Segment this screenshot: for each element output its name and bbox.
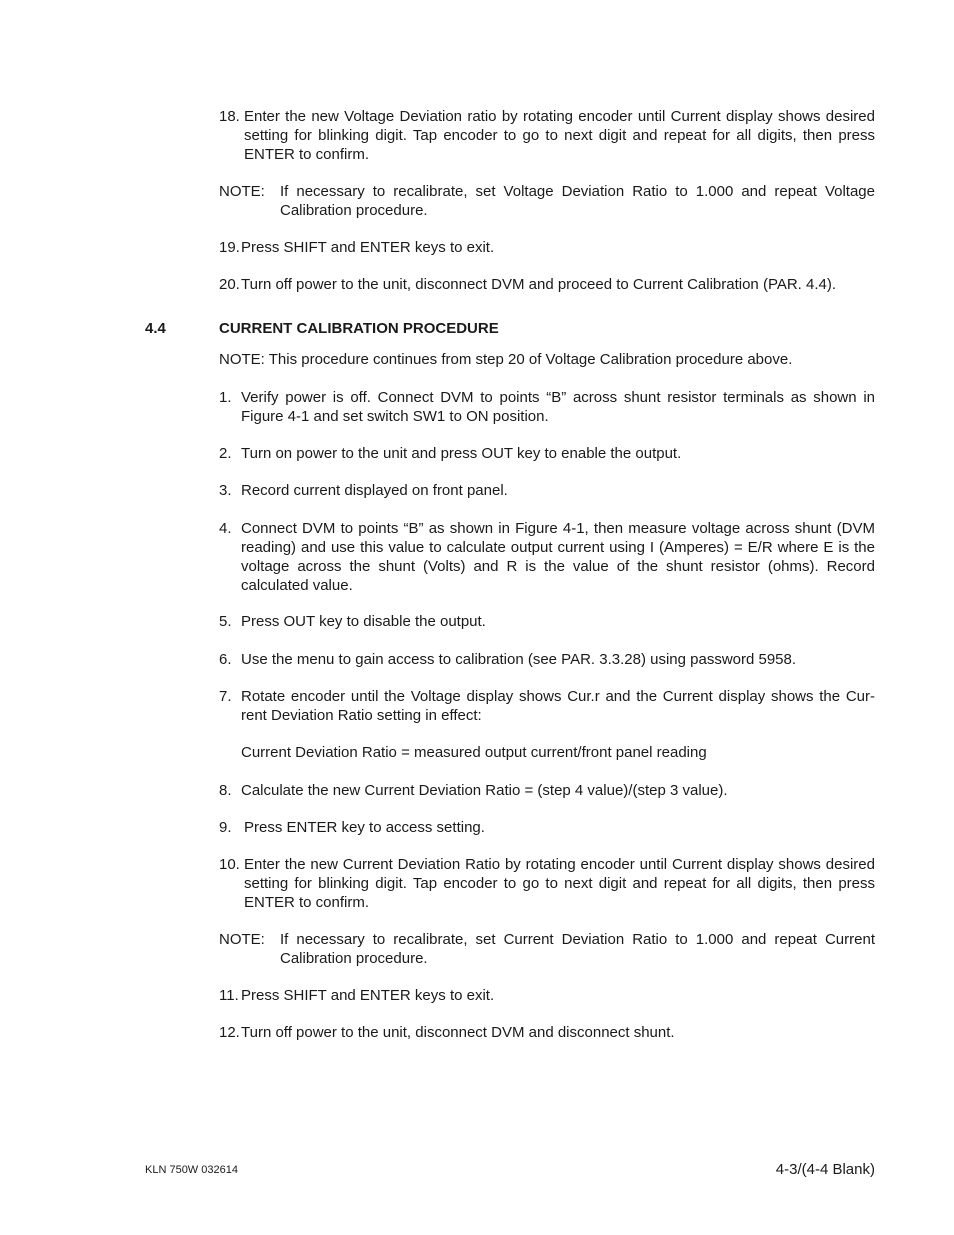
step-2 xyxy=(219,444,875,463)
step-text: Connect DVM to points “B” as shown in Figure 4-1, then measure voltage across shunt (DVM reading) and use this value to calculate output current using I (Amperes) = E/R where E is the voltage across the shunt (Volts) and R is the value of the shunt resistor (ohms). Record calculated value. xyxy=(241,520,875,594)
step-text: Verify power is off. Connect DVM to points “B” across shunt resistor terminals as shown in Figure 4-1 and set switch SW1 to ON position. xyxy=(241,389,875,425)
step-9 xyxy=(219,818,875,837)
step-text: Record current displayed on front panel. xyxy=(241,482,508,499)
step-number: 6. xyxy=(219,651,232,668)
step-text: Turn off power to the unit, disconnect DVM and proceed to Current Calibration (PAR. 4.4). xyxy=(241,276,837,293)
note-voltage-recalibrate xyxy=(219,182,875,220)
step-number: 2. xyxy=(219,445,232,462)
step-18 xyxy=(219,107,875,164)
step-6 xyxy=(219,650,875,669)
step-number: 8. xyxy=(219,782,232,799)
step-number: 18. xyxy=(219,108,240,125)
step-text: Press ENTER key to access setting. xyxy=(244,819,485,836)
step-4 xyxy=(219,519,875,595)
note-label: NOTE: xyxy=(219,931,265,948)
step-text: Enter the new Current Deviation Ratio by rotating encoder until Current display shows desired setting for blinking digit. Tap encoder to go to next digit and repeat for all digits, then press ENTER to confirm. xyxy=(244,856,875,911)
step-7 xyxy=(219,687,875,762)
section-title: CURRENT CALIBRATION PROCEDURE xyxy=(219,320,499,337)
step-text: Enter the new Voltage Deviation ratio by rotating encoder until Current display shows desired setting for blinking digit. Tap encoder to go to next digit and repeat for all digits, then press ENTER to confirm. xyxy=(244,108,875,163)
footer-page-number: 4-3/(4-4 Blank) xyxy=(775,1161,875,1178)
note-text: If necessary to recalibrate, set Current Deviation Ratio to 1.000 and repeat Current Calibration procedure. xyxy=(280,931,875,967)
step-text: Use the menu to gain access to calibration (see PAR. 3.3.28) using password 5958. xyxy=(241,651,797,668)
step-19 xyxy=(219,238,875,257)
step-number: 3. xyxy=(219,482,232,499)
step-text: Calculate the new Current Deviation Ratio = (step 4 value)/(step 3 value). xyxy=(241,782,728,799)
step-number: 19. xyxy=(219,239,240,256)
step-number: 10. xyxy=(219,856,240,873)
note-text: If necessary to recalibrate, set Voltage Deviation Ratio to 1.000 and repeat Voltage Calibration procedure. xyxy=(280,183,875,219)
step-1 xyxy=(219,388,875,426)
step-text: Press SHIFT and ENTER keys to exit. xyxy=(241,987,495,1004)
step-number: 11. xyxy=(219,987,239,1004)
step-number: 4. xyxy=(219,520,232,537)
footer-doc-id: KLN 750W 032614 xyxy=(145,1164,238,1176)
step-text: Turn on power to the unit and press OUT key to enable the output. xyxy=(241,445,682,462)
step-text: Press OUT key to disable the output. xyxy=(241,613,486,630)
step-5 xyxy=(219,612,875,631)
step-12 xyxy=(219,1023,875,1042)
step-10 xyxy=(219,855,875,912)
section-number: 4.4 xyxy=(145,320,166,337)
step-20 xyxy=(219,275,875,294)
step-3 xyxy=(219,481,875,500)
section-intro-note: NOTE: This procedure continues from step 20 of Voltage Calibration procedure above. xyxy=(219,351,793,368)
step-number: 20. xyxy=(219,276,240,293)
step-formula: Current Deviation Ratio = measured output current/front panel reading xyxy=(241,744,707,761)
step-number: 5. xyxy=(219,613,232,630)
step-number: 12. xyxy=(219,1024,240,1041)
step-number: 7. xyxy=(219,688,232,705)
step-number: 1. xyxy=(219,389,232,406)
note-label: NOTE: xyxy=(219,183,265,200)
step-text: Turn off power to the unit, disconnect DVM and disconnect shunt. xyxy=(241,1024,675,1041)
step-8 xyxy=(219,781,875,800)
step-text: Rotate encoder until the Voltage display shows Cur.r and the Current display shows the Cur-rent Deviation Ratio setting in effect: xyxy=(241,688,875,724)
step-number: 9. xyxy=(219,819,232,836)
note-current-recalibrate xyxy=(219,930,875,968)
step-text: Press SHIFT and ENTER keys to exit. xyxy=(241,239,495,256)
step-11 xyxy=(219,986,875,1005)
